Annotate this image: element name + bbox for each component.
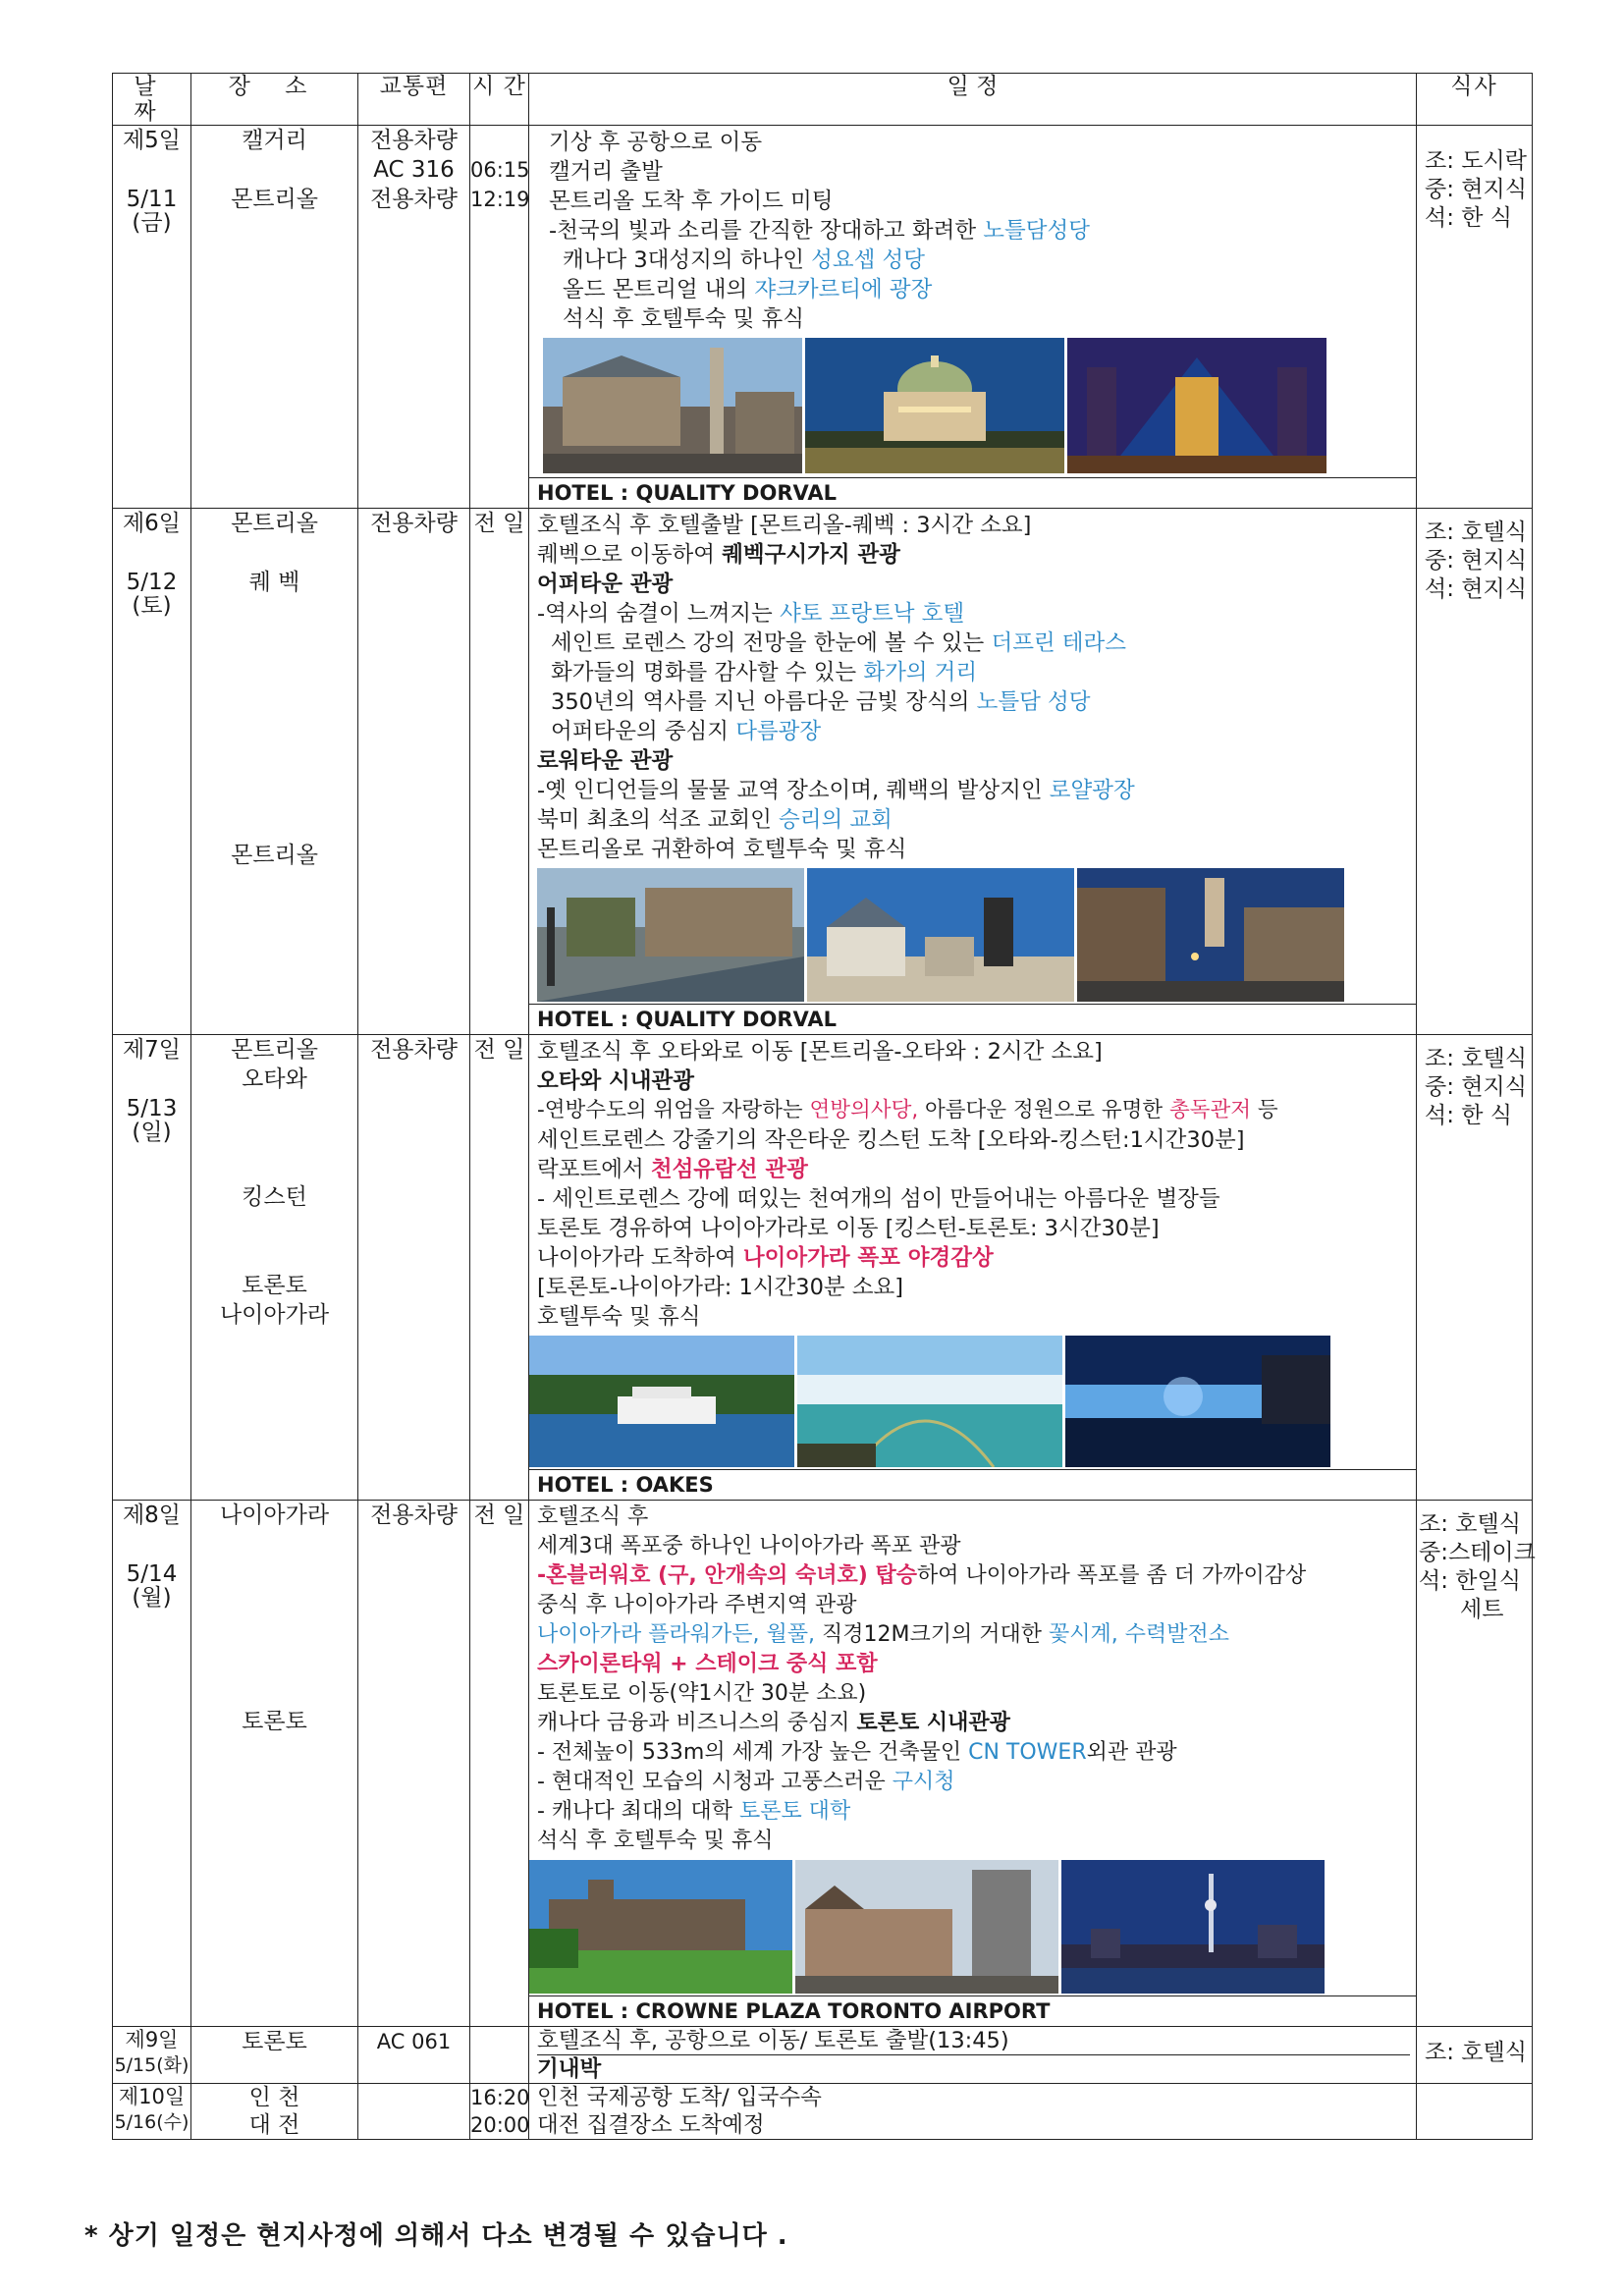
schedule-line: 락포트에서 천섬유람선 관광 <box>537 1157 808 1182</box>
time-cell <box>470 1501 529 2027</box>
place-name: 오타와 <box>242 1066 307 1092</box>
schedule-line: 호텔조식 후 <box>537 1504 649 1529</box>
time-cell <box>470 2027 529 2084</box>
transport-item: 전용차량 <box>370 187 458 212</box>
transport-item: 전용차량 <box>370 1037 458 1063</box>
transport-cell <box>358 509 470 1035</box>
meal-item: 조: 호텔식 <box>1425 2040 1527 2065</box>
meal-list <box>1417 1501 1536 1624</box>
schedule-line: 호텔투숙 및 휴식 <box>537 1304 701 1330</box>
schedule-line: 인천 국제공항 도착/ 입국수속 <box>537 2085 822 2110</box>
header-transport: 교통편 <box>358 74 470 126</box>
schedule-line: -역사의 숨결이 느껴지는 샤토 프랑트낙 호텔 <box>537 601 965 627</box>
place-cell <box>191 126 358 509</box>
schedule-line: 토론토 경유하여 나이아가라로 이동 [킹스턴-토론토: 3시간30분] <box>537 1216 1160 1241</box>
schedule-line: -연방수도의 위엄을 자랑하는 연방의사당, 아름다운 정원으로 유명한 총독관저 등 <box>537 1098 1278 1122</box>
day-date: 5/15(화) <box>114 2054 189 2076</box>
meal-list <box>1417 509 1532 604</box>
photo-strip <box>529 338 1416 473</box>
place-name: 나이아가라 <box>219 1503 330 1528</box>
header-meal: 식사 <box>1417 74 1533 126</box>
schedule-line: - 세인트로렌스 강에 떠있는 천여개의 섬이 만들어내는 아름다운 별장들 <box>537 1186 1220 1212</box>
meal-cell <box>1417 509 1533 1035</box>
meal-item: 석: 현지식 <box>1425 576 1527 602</box>
schedule-line: 어퍼타운 관광 <box>537 572 674 597</box>
schedule-line: 토론토로 이동(약1시간 30분 소요) <box>537 1681 867 1706</box>
old-city-hall-photo <box>795 1860 1058 1994</box>
schedule-cell <box>529 2027 1417 2084</box>
time-item: 전 일 <box>473 1037 525 1063</box>
meal-item: 중: 현지식 <box>1425 548 1527 574</box>
schedule-line: 캐나다 3대성지의 하나인 성요셉 성당 <box>563 247 925 273</box>
place-name: 몬트리올 <box>231 187 318 212</box>
schedule-line: 350년의 역사를 지닌 아름다운 금빛 장식의 노틀담 성당 <box>551 689 1091 715</box>
schedule-line: 대전 집결장소 도착예정 <box>537 2112 765 2138</box>
day-cell <box>113 509 191 1035</box>
niagara-falls-day-photo <box>797 1336 1062 1467</box>
schedule-cell <box>529 126 1417 509</box>
schedule-line: 기내박 <box>537 2056 602 2082</box>
time-item: 16:20 <box>470 2086 530 2109</box>
transport-cell <box>358 1035 470 1501</box>
day-row <box>113 2084 1533 2140</box>
time-item: 12:19 <box>470 188 530 211</box>
day-cell <box>113 1035 191 1501</box>
schedule-line: - 현대적인 모습의 시청과 고풍스러운 구시청 <box>537 1770 955 1794</box>
header-date: 날 짜 <box>113 74 191 126</box>
meal-cell <box>1417 2084 1533 2140</box>
meal-item: 조: 호텔식 <box>1425 519 1527 545</box>
schedule-lines <box>529 2027 1416 2083</box>
day-label: 제6일 <box>122 511 182 536</box>
place-name: 대 전 <box>248 2112 300 2138</box>
meal-cell <box>1417 1035 1533 1501</box>
meal-item: 석: 한 식 <box>1425 1103 1513 1128</box>
meal-item: 중: 현지식 <box>1425 177 1527 202</box>
header-schedule: 일 정 <box>529 74 1417 126</box>
schedule-line: 세인트로렌스 강줄기의 작은타운 킹스턴 도착 [오타와-킹스턴:1시간30분] <box>537 1127 1245 1153</box>
itinerary-table <box>112 73 1536 2140</box>
day-date: 5/14 <box>126 1561 178 1587</box>
schedule-line: [토론토-나이아가라: 1시간30분 소요] <box>537 1275 904 1300</box>
schedule-line: 올드 몬트리얼 내의 쟈크카르티에 광장 <box>563 277 933 302</box>
schedule-line: 석식 후 호텔투숙 및 휴식 <box>563 306 804 332</box>
place-name: 킹스턴 <box>242 1184 307 1210</box>
transport-cell <box>358 126 470 509</box>
place-name: 토론토 <box>242 2029 307 2054</box>
day-label: 제9일 <box>125 2028 179 2051</box>
schedule-line: -혼블러워호 (구, 안개속의 숙녀호) 탑승하여 나이아가라 폭포를 좀 더 가까이감상 <box>537 1563 1307 1588</box>
time-item: 전 일 <box>473 511 525 536</box>
saint-joseph-oratory-photo <box>805 338 1064 473</box>
day-date: 5/12 <box>126 570 178 595</box>
notre-dame-basilica-photo <box>1067 338 1326 473</box>
transport-item: AC 061 <box>376 2030 452 2053</box>
day-label: 제7일 <box>122 1037 182 1063</box>
header-time: 시 간 <box>470 74 529 126</box>
time-item: 06:15 <box>470 158 530 182</box>
time-cell <box>470 1035 529 1501</box>
university-of-toronto-photo <box>529 1860 792 1994</box>
schedule-line: 오타와 시내관광 <box>537 1068 694 1094</box>
schedule-line: 퀘벡으로 이동하여 퀘벡구시가지 관광 <box>537 542 900 568</box>
quebec-old-town-photo <box>807 868 1074 1002</box>
schedule-lines <box>529 1501 1416 1856</box>
montreal-city-hall-photo <box>543 338 802 473</box>
day-row <box>113 2027 1533 2084</box>
meal-item: 석: 한일식 <box>1419 1568 1521 1594</box>
niagara-falls-night-photo <box>1065 1336 1330 1467</box>
place-cell <box>191 509 358 1035</box>
schedule-line: 기상 후 공항으로 이동 <box>549 130 763 155</box>
day-cell <box>113 2027 191 2084</box>
schedule-line: 북미 최초의 석조 교회인 승리의 교회 <box>537 807 893 833</box>
schedule-line: 스카이론타워 + 스테이크 중식 포함 <box>537 1652 878 1676</box>
day-weekday: (일) <box>132 1120 172 1145</box>
place-cell <box>191 1035 358 1501</box>
meal-item: 중: 현지식 <box>1425 1074 1527 1100</box>
schedule-line: 호텔조식 후 오타와로 이동 [몬트리올-오타와 : 2시간 소요] <box>537 1039 1103 1065</box>
schedule-line: - 전체높이 533m의 세계 가장 높은 건축물인 CN TOWER외관 관광 <box>537 1740 1177 1765</box>
meal-cell <box>1417 126 1533 509</box>
place-cell <box>191 1501 358 2027</box>
day-row <box>113 1501 1533 2027</box>
schedule-line: 화가들의 명화를 감사할 수 있는 화가의 거리 <box>551 660 978 685</box>
schedule-line: 로워타운 관광 <box>537 748 674 774</box>
hotel-name: HOTEL : QUALITY DORVAL <box>529 1004 1416 1034</box>
meal-item: 세트 <box>1460 1597 1504 1622</box>
hotel-name: HOTEL : OAKES <box>529 1469 1416 1500</box>
transport-item: 전용차량 <box>370 128 458 153</box>
hotel-name: HOTEL : QUALITY DORVAL <box>529 477 1416 508</box>
schedule-line: 캘거리 출발 <box>549 159 663 185</box>
place-name: 토론토 <box>242 1273 307 1298</box>
header-place: 장 소 <box>191 74 358 126</box>
place-name: 몬트리올 <box>231 1037 318 1063</box>
schedule-lines <box>529 509 1416 864</box>
dufferin-terrace-photo <box>537 868 804 1002</box>
day-weekday: (금) <box>132 210 172 236</box>
schedule-line: -천국의 빛과 소리를 간직한 장대하고 화려한 노틀담성당 <box>549 218 1090 244</box>
meal-item: 조: 호텔식 <box>1419 1511 1521 1537</box>
place-cell <box>191 2084 358 2140</box>
time-item: 전 일 <box>473 1503 525 1528</box>
schedule-line: -옛 인디언들의 물물 교역 장소이며, 퀘백의 발상지인 로얄광장 <box>537 778 1135 803</box>
meal-item: 조: 도시락 <box>1425 148 1527 174</box>
photo-strip <box>529 1336 1416 1467</box>
place-name: 퀘 벡 <box>248 570 300 595</box>
meal-item: 조: 호텔식 <box>1425 1046 1527 1071</box>
schedule-line: 몬트리올 도착 후 가이드 미팅 <box>549 189 834 214</box>
schedule-line: 석식 후 호텔투숙 및 휴식 <box>537 1829 774 1853</box>
transport-cell <box>358 2084 470 2140</box>
day-label: 제8일 <box>122 1503 182 1528</box>
transport-item: AC 316 <box>373 157 455 183</box>
schedule-line: 몬트리올로 귀환하여 호텔투숙 및 휴식 <box>537 837 907 862</box>
place-cell <box>191 2027 358 2084</box>
schedule-lines <box>529 1035 1416 1332</box>
meal-cell <box>1417 2027 1533 2084</box>
schedule-cell <box>529 1501 1417 2027</box>
petit-champlain-street-photo <box>1077 868 1344 1002</box>
itinerary-sheet <box>112 73 1536 2140</box>
schedule-line: 중식 후 나이아가라 주변지역 관광 <box>537 1593 857 1617</box>
time-cell <box>470 126 529 509</box>
place-name: 몬트리올 <box>231 511 318 536</box>
schedule-line: 어퍼타운의 중심지 다름광장 <box>551 719 822 744</box>
schedule-lines <box>529 2084 1416 2139</box>
schedule-line: - 캐나다 최대의 대학 토론토 대학 <box>537 1799 851 1824</box>
time-cell <box>470 2084 529 2140</box>
day-date: 5/13 <box>126 1096 178 1121</box>
place-name: 인 천 <box>248 2085 300 2110</box>
meal-item: 석: 한 식 <box>1425 205 1513 231</box>
time-item: 20:00 <box>470 2113 530 2137</box>
schedule-lines <box>529 126 1416 334</box>
place-name: 캘거리 <box>242 128 307 153</box>
schedule-line: 나이아가라 도착하여 나이아가라 폭포 야경감상 <box>537 1245 994 1271</box>
thousand-islands-cruise-photo <box>529 1336 794 1467</box>
meal-item: 중:스테이크 <box>1419 1540 1536 1565</box>
day-date: 5/11 <box>126 187 178 212</box>
day-weekday: (월) <box>132 1585 172 1611</box>
schedule-line: 나이아가라 플라워가든, 월풀, 직경12M크기의 거대한 꽃시계, 수력발전소 <box>537 1622 1229 1647</box>
meal-list <box>1417 126 1532 233</box>
schedule-line: 세인트 로렌스 강의 전망을 한눈에 볼 수 있는 더프린 테라스 <box>551 630 1127 656</box>
schedule-line: 세계3대 폭포중 하나인 나이아가라 폭포 관광 <box>537 1534 961 1558</box>
schedule-cell <box>529 1035 1417 1501</box>
transport-cell <box>358 1501 470 2027</box>
schedule-line: 호텔조식 후, 공항으로 이동/ 토론토 출발(13:45) <box>537 2027 1410 2055</box>
meal-list <box>1417 1035 1532 1130</box>
schedule-line: 캐나다 금융과 비즈니스의 중심지 토론토 시내관광 <box>537 1711 1010 1735</box>
day-row <box>113 126 1533 509</box>
hotel-name: HOTEL : CROWNE PLAZA TORONTO AIRPORT <box>529 1995 1416 2026</box>
transport-item: 전용차량 <box>370 511 458 536</box>
day-row <box>113 509 1533 1035</box>
transport-item: 전용차량 <box>370 1503 458 1528</box>
schedule-cell <box>529 509 1417 1035</box>
day-row <box>113 1035 1533 1501</box>
schedule-cell <box>529 2084 1417 2140</box>
cn-tower-skyline-photo <box>1061 1860 1325 1994</box>
day-cell <box>113 1501 191 2027</box>
header-row <box>113 74 1533 126</box>
time-cell <box>470 509 529 1035</box>
schedule-line: 호텔조식 후 호텔출발 [몬트리올-퀘벡 : 3시간 소요] <box>537 513 1032 538</box>
place-name: 몬트리올 <box>231 843 318 868</box>
day-label: 제5일 <box>122 128 182 153</box>
day-date: 5/16(수) <box>114 2111 189 2133</box>
transport-cell <box>358 2027 470 2084</box>
change-notice: * 상기 일정은 현지사정에 의해서 다소 변경될 수 있습니다 . <box>84 2221 788 2251</box>
place-name: 나이아가라 <box>219 1302 330 1328</box>
day-cell <box>113 2084 191 2140</box>
place-name: 토론토 <box>242 1709 307 1734</box>
photo-strip <box>529 868 1416 1002</box>
day-label: 제10일 <box>118 2085 186 2108</box>
day-weekday: (토) <box>132 593 172 619</box>
day-cell <box>113 126 191 509</box>
meal-cell <box>1417 1501 1536 2027</box>
photo-strip <box>529 1860 1416 1994</box>
meal-list <box>1417 2027 1532 2067</box>
